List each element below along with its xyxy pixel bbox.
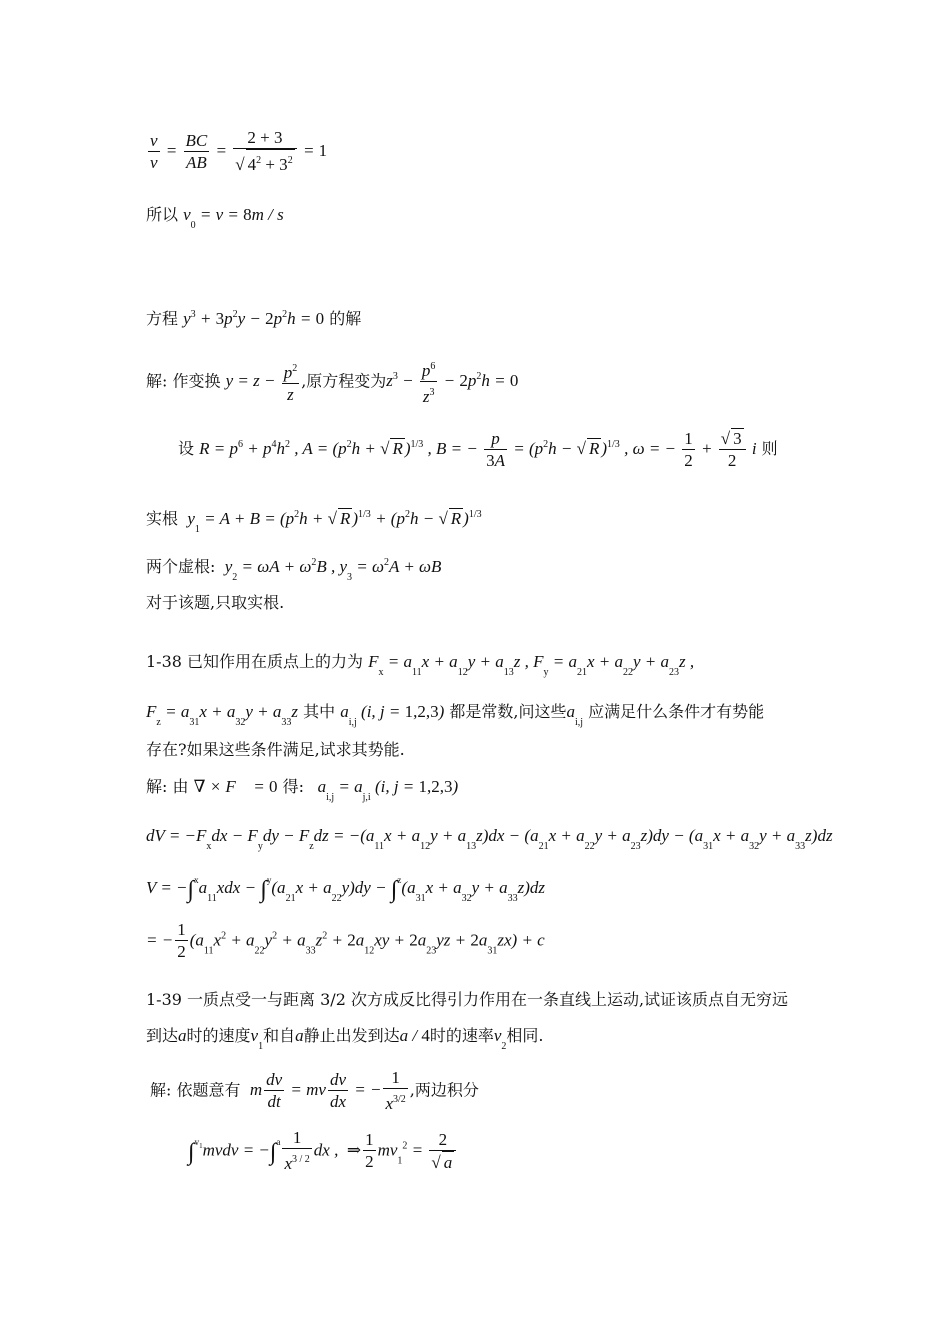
problem-138-line3: 存在?如果这些条件满足,试求其势能. [146,740,405,759]
problem-139-solution: 解: 依题意有 m $\frac{dv}{dt}$ = mv $\frac{dv}{dx}$ = − $\frac{1}{x^{3/2}}$ ,两边积分 [150,1068,479,1113]
ratio-equation: $\frac{v}{v}$ = $\frac{BC}{AB}$ = $\frac{2 + 3}{√ 4^2 + 3^2}$ = 1 [150,128,328,174]
take-real-root: 对于该题,只取实根. [146,593,285,612]
V-result: = − $\frac{1}{2}$ $(a_{11}x^2 + a_{22}y^2 + a_{33}z^2 + 2a_{12}xy + 2a_{23}yz + 2a_{31}zx) + c$ [146,920,545,961]
cubic-title: 方程 $y^3 + 3p^2y - 2p^2h = 0$ 的解 [146,309,362,328]
problem-139-line1: 1-39 一质点受一与距离 3/2 次方成反比得引力作用在一条直线上运动,试证该质点自无穷远 [146,990,789,1009]
dV-equation: dV = $-F_xdx - F_ydy - F_zdz = -(a_{11}x + a_{12}y + a_{13}z)dx - (a_{21}x + a_{22}y + a_{23}z)dy - (a_{31}x + a_{32}y + a_{33}z)dz$ [146,826,833,852]
define-R: 设 $R = p^6 + p^4h^2$ , $A = (p^2h$ + √ R )$^{1/3}$ , B = − $\frac{p}{3A}$ = ($p^2h$ − √ R )$^{1/3}$ , ω = − $\frac{1}{2}$ + $\frac{√ 3}{2}$ i 则 [178,428,778,470]
problem-139-integral: $\int v_1mvdv = -\int a$ $\frac{1}{x^{3 / 2}}$ dx , ⇒ $\frac{1}{2}$ $mv_1^2$ = $\frac{2}{√ a}$ [188,1128,458,1175]
solution-intro: 解: 作变换 y = z − $\frac{p^2}{z}$ ,原方程变为$z^3$ − $\frac{p^6}{z^3}$ − $2p^2h = 0$ [146,357,518,408]
problem-138-line2: $F_z = a_{31}x + a_{32}y + a_{33}z$ 其中 $a_{i,j}$ (i, j = 1,2,3) 都是常数,问这些$a_{i,j}$ 应满足什么条件才有势能 [146,702,765,728]
problem-138-solution: 解: 由 ∇ × F⃗ = 0 得: $a_{i,j} = a_{j,i}$ (i, j = 1,2,3) [146,777,459,803]
problem-138-line1: 1-38 已知作用在质点上的力为 $F_x = a_{11}x + a_{12}y + a_{13}z$ , $F_y = a_{21}x + a_{22}y + a_{23}z$ , [146,652,695,678]
problem-139-line2: 到达a时的速度$v_1$和自a静止出发到达a / 4时的速率$v_2$相同. [146,1026,544,1052]
real-root: 实根 $y_1 = A + B = (p^2h$ + √ R )$^{1/3} + (p^2h$ − √ R )$^{1/3}$ [146,509,482,535]
V-integral: $V = -\int xa_{11}xdx - \int y(a_{21}x + a_{22}y)dy - \int z(a_{31}x + a_{32}y + a_{33}z)dz$ [146,875,546,904]
v0-result: 所以 $v_0 = v = 8m / s$ [146,205,284,231]
imaginary-roots: 两个虚根: $y_2 = \omega A + \omega^2B$ , $y_3 = \omega^2A + \omega B$ [146,557,442,583]
